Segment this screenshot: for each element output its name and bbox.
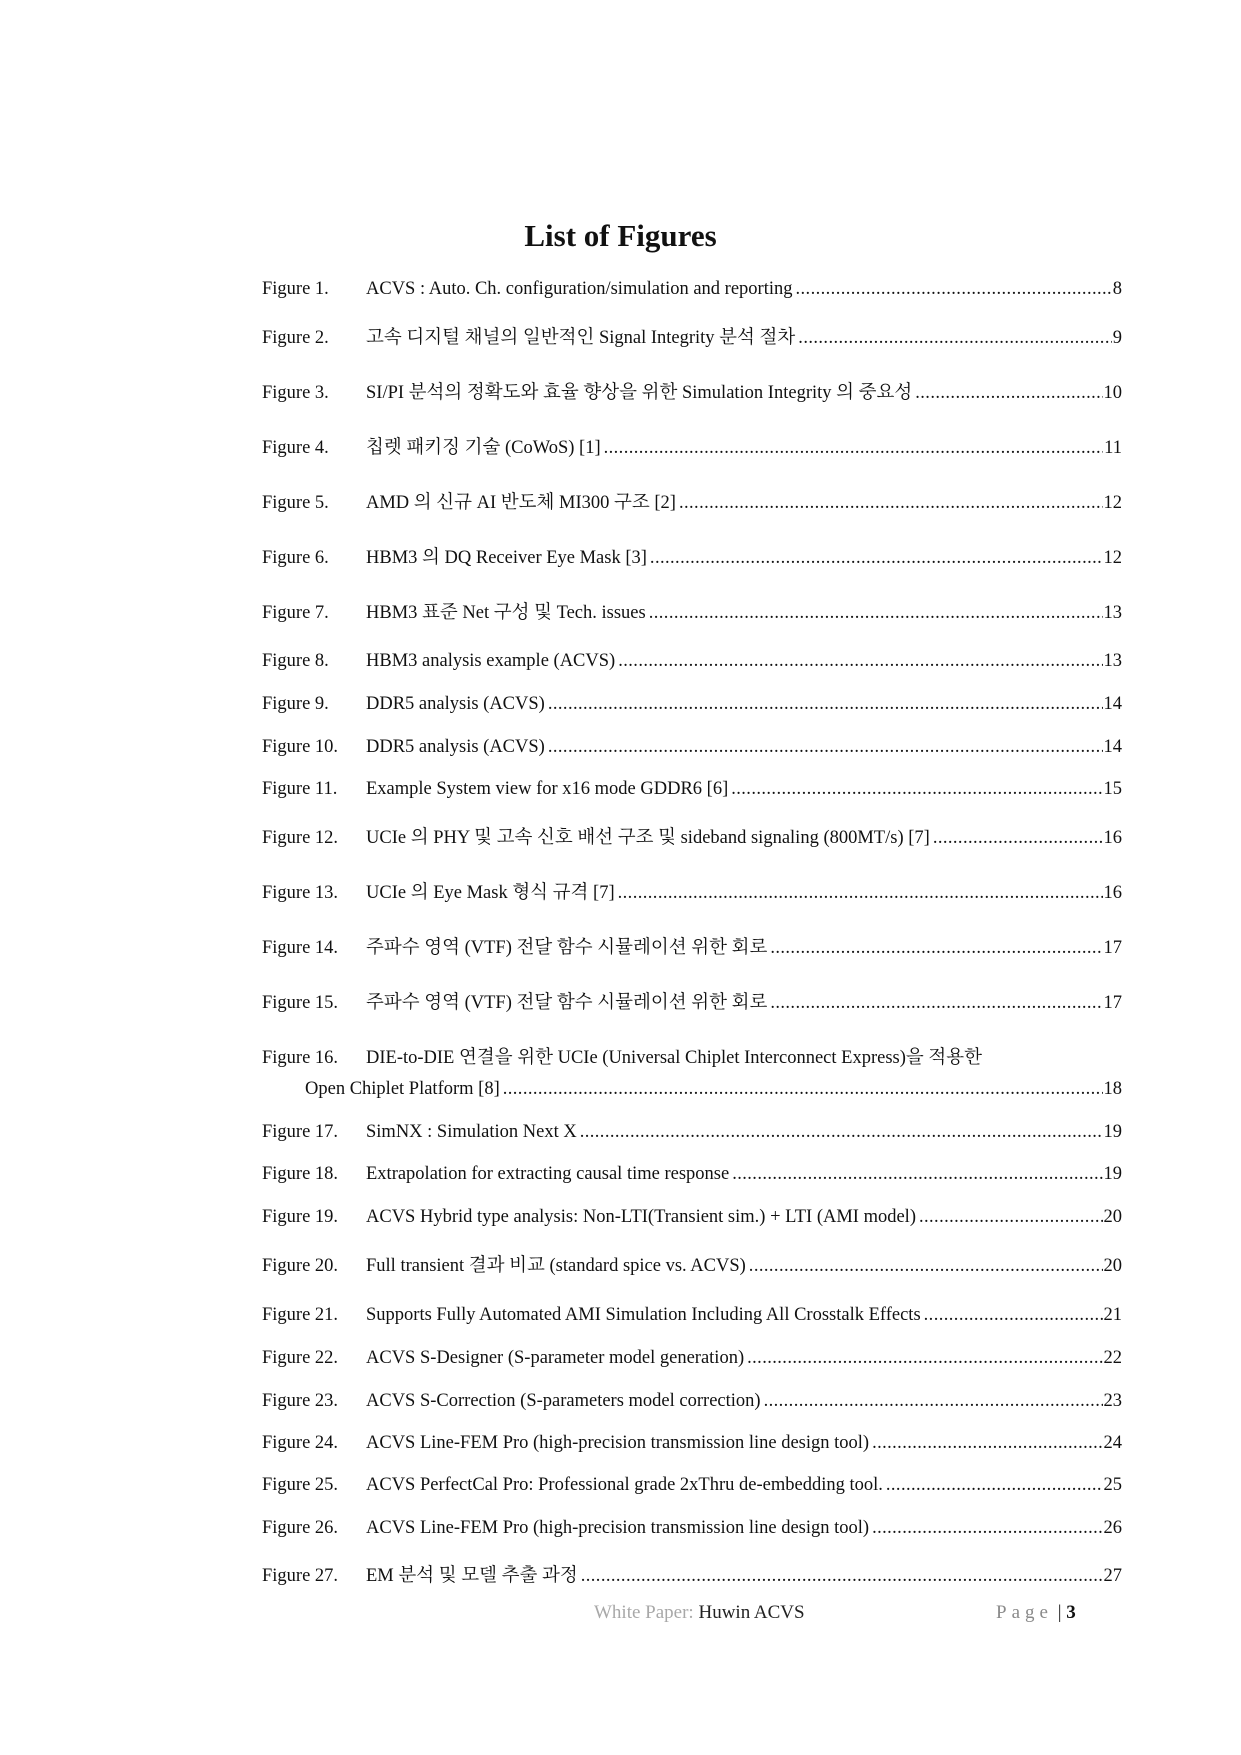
toc-entry[interactable] xyxy=(262,1163,1122,1185)
toc-entry[interactable] xyxy=(262,693,1122,715)
dot-leader xyxy=(732,1163,1102,1185)
footer-page-word: Page xyxy=(996,1602,1053,1623)
figure-number: Figure 4. xyxy=(262,438,329,458)
figure-caption: HBM3 표준 Net 구성 및 Tech. issues xyxy=(366,603,646,623)
page-number: 14 xyxy=(1103,737,1122,757)
dot-leader xyxy=(649,602,1103,624)
figure-caption: Supports Fully Automated AMI Simulation Including All Crosstalk Effects xyxy=(366,1305,921,1325)
page-number: 20 xyxy=(1103,1207,1122,1227)
page-number: 13 xyxy=(1103,651,1122,671)
figure-number: Figure 6. xyxy=(262,548,329,568)
page-number: 17 xyxy=(1103,938,1122,958)
toc-entry[interactable] xyxy=(262,1255,1122,1277)
toc-entry[interactable] xyxy=(262,382,1122,404)
page-number: 26 xyxy=(1103,1518,1122,1538)
toc-entry[interactable] xyxy=(262,1474,1122,1496)
figure-caption: Extrapolation for extracting causal time response xyxy=(366,1164,730,1184)
figure-caption: ACVS Line-FEM Pro (high-precision transmission line design tool) xyxy=(366,1433,870,1453)
dot-leader xyxy=(650,547,1103,569)
toc-entry[interactable] xyxy=(262,778,1122,800)
page-number: 15 xyxy=(1103,779,1122,799)
page-number: 19 xyxy=(1103,1164,1122,1184)
figure-number: Figure 26. xyxy=(262,1518,339,1538)
figure-number: Figure 19. xyxy=(262,1207,339,1227)
toc-entry[interactable] xyxy=(262,1206,1122,1228)
toc-entry[interactable] xyxy=(262,827,1122,849)
toc-entry[interactable] xyxy=(262,992,1122,1014)
dot-leader xyxy=(924,1304,1103,1326)
page-number: 9 xyxy=(1112,328,1122,348)
figure-caption: DDR5 analysis (ACVS) xyxy=(366,694,545,714)
page-number: 8 xyxy=(1112,279,1122,299)
dot-leader xyxy=(618,650,1102,672)
figure-caption: 고속 디지털 채널의 일반적인 Signal Integrity 분석 절차 xyxy=(366,328,796,348)
dot-leader xyxy=(618,882,1103,904)
footer-document-title xyxy=(594,1601,805,1625)
figure-caption: HBM3 의 DQ Receiver Eye Mask [3] xyxy=(366,548,647,568)
footer-page-number: 3 xyxy=(1066,1602,1076,1623)
dot-leader xyxy=(886,1474,1103,1496)
page-number: 14 xyxy=(1103,694,1122,714)
page-number: 21 xyxy=(1103,1305,1122,1325)
figure-caption: ACVS : Auto. Ch. configuration/simulation and reporting xyxy=(366,279,793,299)
dot-leader xyxy=(764,1390,1103,1412)
footer-label: White Paper: xyxy=(594,1602,699,1623)
figure-caption: DIE-to-DIE 연결을 위한 UCIe (Universal Chiplet Interconnect Express)을 적용한 xyxy=(366,1048,982,1068)
figure-number: Figure 16. xyxy=(262,1048,339,1068)
figure-number: Figure 18. xyxy=(262,1164,339,1184)
dot-leader xyxy=(679,492,1103,514)
toc-entry[interactable] xyxy=(262,327,1122,349)
figure-number: Figure 2. xyxy=(262,328,329,348)
dot-leader xyxy=(915,382,1102,404)
toc-entry[interactable] xyxy=(262,650,1122,672)
toc-entry[interactable] xyxy=(262,1565,1122,1587)
dot-leader xyxy=(749,1255,1103,1277)
figure-number: Figure 12. xyxy=(262,828,339,848)
page-number: 20 xyxy=(1103,1256,1122,1276)
dot-leader xyxy=(919,1206,1103,1228)
footer-separator: | xyxy=(1057,1602,1062,1623)
dot-leader xyxy=(872,1432,1102,1454)
figure-number: Figure 9. xyxy=(262,694,329,714)
figure-caption: EM 분석 및 모델 추출 과정 xyxy=(366,1566,578,1586)
toc-entry[interactable] xyxy=(262,1517,1122,1539)
figure-number: Figure 3. xyxy=(262,383,329,403)
page-number: 17 xyxy=(1103,993,1122,1013)
figure-number: Figure 24. xyxy=(262,1433,339,1453)
figure-caption: AMD 의 신규 AI 반도체 MI300 구조 [2] xyxy=(366,493,676,513)
figure-caption: 주파수 영역 (VTF) 전달 함수 시뮬레이션 위한 회로 xyxy=(366,938,768,958)
figure-caption-continued: Open Chiplet Platform [8] xyxy=(305,1079,500,1099)
page-number: 12 xyxy=(1103,493,1122,513)
figure-caption: HBM3 analysis example (ACVS) xyxy=(366,651,616,671)
page-number: 11 xyxy=(1104,438,1122,458)
toc-entry[interactable] xyxy=(262,547,1122,569)
figure-number: Figure 10. xyxy=(262,737,339,757)
figure-number: Figure 8. xyxy=(262,651,329,671)
figure-number: Figure 21. xyxy=(262,1305,339,1325)
toc-entry[interactable] xyxy=(262,736,1122,758)
figure-caption: ACVS PerfectCal Pro: Professional grade 2xThru de-embedding tool. xyxy=(366,1475,883,1495)
toc-entry[interactable] xyxy=(262,492,1122,514)
dot-leader xyxy=(548,693,1103,715)
toc-entry[interactable] xyxy=(262,1047,1122,1100)
toc-entry[interactable] xyxy=(262,1432,1122,1454)
figure-caption: ACVS S-Correction (S-parameters model correction) xyxy=(366,1391,761,1411)
toc-entry[interactable] xyxy=(262,1304,1122,1326)
page-number: 16 xyxy=(1103,828,1122,848)
page-number: 18 xyxy=(1103,1079,1122,1099)
toc-entry[interactable] xyxy=(262,1121,1122,1143)
figure-caption: Example System view for x16 mode GDDR6 [6] xyxy=(366,779,729,799)
dot-leader xyxy=(548,736,1103,758)
figure-caption: Full transient 결과 비교 (standard spice vs. ACVS) xyxy=(366,1256,746,1276)
figure-number: Figure 5. xyxy=(262,493,329,513)
dot-leader xyxy=(580,1121,1103,1143)
page-number: 27 xyxy=(1103,1566,1122,1586)
dot-leader xyxy=(731,778,1102,800)
toc-entry[interactable] xyxy=(262,937,1122,959)
page-number: 24 xyxy=(1103,1433,1122,1453)
figure-number: Figure 1. xyxy=(262,279,329,299)
figure-caption: 칩렛 패키징 기술 (CoWoS) [1] xyxy=(366,438,601,458)
dot-leader xyxy=(798,327,1111,349)
toc-entry[interactable] xyxy=(262,1347,1122,1369)
page-number: 13 xyxy=(1103,603,1122,623)
figure-number: Figure 13. xyxy=(262,883,339,903)
figure-number: Figure 15. xyxy=(262,993,339,1013)
figure-caption: DDR5 analysis (ACVS) xyxy=(366,737,545,757)
page-title: List of Figures xyxy=(524,218,717,253)
dot-leader xyxy=(796,278,1112,300)
dot-leader xyxy=(604,437,1104,459)
figure-number: Figure 14. xyxy=(262,938,339,958)
page-number: 25 xyxy=(1103,1475,1122,1495)
page-number: 19 xyxy=(1103,1122,1122,1142)
dot-leader xyxy=(933,827,1103,849)
toc-entry[interactable] xyxy=(262,1390,1122,1412)
dot-leader xyxy=(770,992,1102,1014)
page-number: 16 xyxy=(1103,883,1122,903)
page-number: 22 xyxy=(1103,1348,1122,1368)
figure-caption: UCIe 의 Eye Mask 형식 규격 [7] xyxy=(366,883,615,903)
dot-leader xyxy=(747,1347,1102,1369)
figure-caption: UCIe 의 PHY 및 고속 신호 배선 구조 및 sideband signaling (800MT/s) [7] xyxy=(366,828,930,848)
figure-number: Figure 20. xyxy=(262,1256,339,1276)
footer-page-indicator xyxy=(996,1601,1076,1625)
toc-entry[interactable] xyxy=(262,278,1122,300)
figure-number: Figure 25. xyxy=(262,1475,339,1495)
figure-number: Figure 17. xyxy=(262,1122,339,1142)
figure-number: Figure 7. xyxy=(262,603,329,623)
figure-number: Figure 11. xyxy=(262,779,338,799)
figure-number: Figure 23. xyxy=(262,1391,339,1411)
toc-entry[interactable] xyxy=(262,437,1122,459)
figure-caption: ACVS Hybrid type analysis: Non-LTI(Transient sim.) + LTI (AMI model) xyxy=(366,1207,916,1227)
figure-number: Figure 22. xyxy=(262,1348,339,1368)
figure-caption: SI/PI 분석의 정확도와 효율 향상을 위한 Simulation Integrity 의 중요성 xyxy=(366,383,913,403)
toc-entry[interactable] xyxy=(262,602,1122,624)
figure-caption: ACVS Line-FEM Pro (high-precision transmission line design tool) xyxy=(366,1518,870,1538)
figure-caption: 주파수 영역 (VTF) 전달 함수 시뮬레이션 위한 회로 xyxy=(366,993,768,1013)
toc-entry[interactable] xyxy=(262,882,1122,904)
figure-number: Figure 27. xyxy=(262,1566,339,1586)
page-number: 12 xyxy=(1103,548,1122,568)
dot-leader xyxy=(770,937,1102,959)
dot-leader xyxy=(581,1565,1103,1587)
dot-leader xyxy=(503,1078,1103,1100)
footer-product-name: Huwin ACVS xyxy=(698,1602,805,1623)
page-number: 10 xyxy=(1103,383,1122,403)
figure-caption: SimNX : Simulation Next X xyxy=(366,1122,577,1142)
figure-caption: ACVS S-Designer (S-parameter model generation) xyxy=(366,1348,745,1368)
page-number: 23 xyxy=(1103,1391,1122,1411)
dot-leader xyxy=(872,1517,1102,1539)
